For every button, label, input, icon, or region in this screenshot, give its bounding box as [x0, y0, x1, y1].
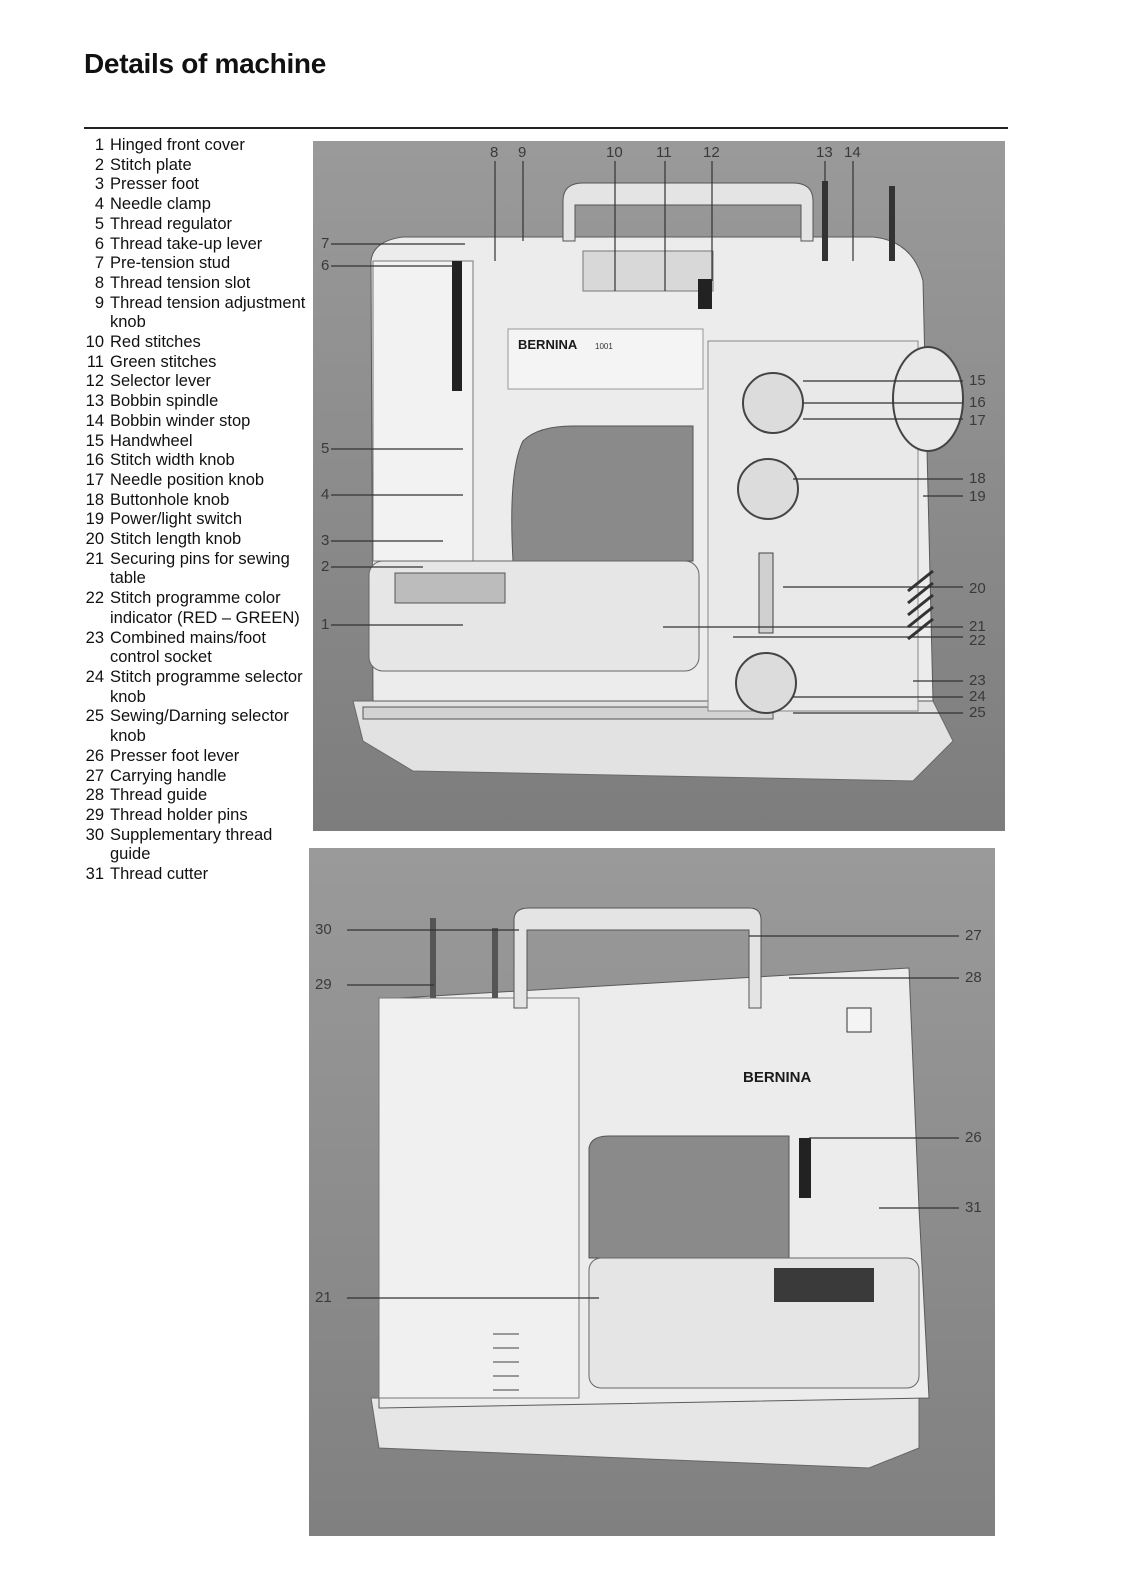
- machine-front-photo: [313, 141, 1005, 831]
- thread-holder-pin: [889, 186, 895, 261]
- callout-label: 21: [315, 1289, 332, 1306]
- callout-label: 10: [606, 144, 623, 161]
- list-item: [70, 668, 310, 707]
- brand-logo: BERNINA: [518, 337, 578, 352]
- list-item: [70, 392, 310, 412]
- callout-label: 31: [965, 1199, 982, 1216]
- item-number: 5: [94, 214, 104, 233]
- item-label: Presser foot: [110, 175, 199, 194]
- item-label: Supplementary thread guide: [110, 825, 273, 864]
- item-number: 21: [85, 549, 104, 568]
- list-item: [70, 432, 310, 452]
- item-number: 17: [85, 470, 104, 489]
- callout-label: 14: [844, 144, 861, 161]
- list-item: [70, 412, 310, 432]
- callout-label: 13: [816, 144, 833, 161]
- brand-logo: BERNINA: [743, 1069, 812, 1086]
- list-item: [70, 629, 310, 668]
- item-number: 19: [85, 510, 104, 529]
- callout-label: 27: [965, 927, 982, 944]
- item-number: 25: [85, 707, 104, 726]
- callout-label: 23: [969, 672, 986, 689]
- item-label: Combined mains/foot control socket: [110, 628, 266, 667]
- selector-lever: [698, 279, 712, 309]
- item-label: Red stitches: [110, 333, 201, 352]
- page-title: Details of machine: [84, 48, 327, 79]
- list-item: [70, 235, 310, 255]
- stitch-plate: [774, 1268, 874, 1302]
- stitch-programme-selector-knob: [736, 653, 796, 713]
- thread-holder-pin: [822, 181, 828, 261]
- item-label: Hinged front cover: [110, 136, 245, 154]
- callout-label: 17: [969, 412, 986, 429]
- list-item: [70, 530, 310, 550]
- item-number: 1: [94, 136, 104, 154]
- list-item: [70, 865, 310, 885]
- list-item: [70, 136, 310, 156]
- list-item: [70, 451, 310, 471]
- model-number: 1001: [595, 342, 613, 351]
- item-number: 20: [85, 530, 104, 549]
- item-label: Buttonhole knob: [110, 490, 230, 509]
- list-item: [70, 195, 310, 215]
- thread-holder-pin: [492, 928, 498, 998]
- item-label: Sewing/Darning selector knob: [110, 707, 289, 746]
- title-divider: [84, 127, 1008, 129]
- callout-label: 15: [969, 372, 986, 389]
- item-label: Presser foot lever: [110, 746, 240, 765]
- item-number: 28: [85, 786, 104, 805]
- callout-label: 6: [321, 257, 330, 274]
- power-switch: [847, 1008, 871, 1032]
- item-label: Handwheel: [110, 431, 193, 450]
- list-item: [70, 510, 310, 530]
- item-number: 29: [85, 805, 104, 824]
- item-number: 15: [85, 431, 104, 450]
- callout-label: 21: [969, 618, 986, 635]
- machine-back-photo: [309, 848, 995, 1536]
- list-item: [70, 806, 310, 826]
- item-number: 16: [85, 451, 104, 470]
- item-label: Securing pins for sewing table: [110, 549, 290, 588]
- presser-foot-lever: [799, 1138, 811, 1198]
- machine-front-illustration: [313, 141, 1005, 831]
- item-label: Selector lever: [110, 372, 211, 391]
- parts-legend: [70, 136, 310, 885]
- item-label: Thread tension adjustment knob: [110, 293, 306, 332]
- list-item: [70, 175, 310, 195]
- callout-label: 3: [321, 532, 330, 549]
- list-item: [70, 333, 310, 353]
- list-item: [70, 707, 310, 746]
- machine-back-illustration: [309, 848, 995, 1536]
- callout-label: 18: [969, 470, 986, 487]
- item-number: 13: [85, 392, 104, 411]
- item-number: 31: [85, 865, 104, 884]
- callout-label: 7: [321, 235, 330, 252]
- item-label: Thread take-up lever: [110, 234, 263, 253]
- callout-label: 12: [703, 144, 720, 161]
- item-number: 26: [85, 746, 104, 765]
- callout-label: 9: [518, 144, 527, 161]
- item-label: Bobbin winder stop: [110, 411, 251, 430]
- item-label: Thread regulator: [110, 214, 232, 233]
- item-label: Thread cutter: [110, 865, 209, 884]
- list-item: [70, 471, 310, 491]
- item-number: 2: [94, 155, 104, 174]
- item-label: Pre-tension stud: [110, 254, 231, 273]
- callout-label: 22: [969, 632, 986, 649]
- item-number: 4: [94, 195, 104, 214]
- thread-take-up-lever: [452, 261, 462, 391]
- callout-label: 26: [965, 1129, 982, 1146]
- item-number: 10: [85, 333, 104, 352]
- item-number: 7: [94, 254, 104, 273]
- callout-label: 4: [321, 486, 330, 503]
- item-label: Bobbin spindle: [110, 392, 219, 411]
- list-item: [70, 747, 310, 767]
- item-number: 24: [85, 667, 104, 686]
- stitch-length-knob: [759, 553, 773, 633]
- callout-label: 5: [321, 440, 330, 457]
- item-label: Thread guide: [110, 786, 208, 805]
- callout-label: 28: [965, 969, 982, 986]
- item-label: Carrying handle: [110, 766, 227, 785]
- item-label: Needle clamp: [110, 195, 211, 214]
- callout-label: 8: [490, 144, 499, 161]
- callout-label: 19: [969, 488, 986, 505]
- handwheel: [893, 347, 963, 451]
- item-label: Power/light switch: [110, 510, 243, 529]
- item-label: Needle position knob: [110, 470, 265, 489]
- item-number: 8: [94, 273, 104, 292]
- callout-label: 2: [321, 558, 330, 575]
- callout-label: 29: [315, 976, 332, 993]
- list-item: [70, 589, 310, 628]
- callout-label: 16: [969, 394, 986, 411]
- stitch-selector-panel: [583, 251, 713, 291]
- list-item: [70, 372, 310, 392]
- list-item: [70, 767, 310, 787]
- item-number: 3: [94, 175, 104, 194]
- stitch-plate: [395, 573, 505, 603]
- list-item: [70, 353, 310, 373]
- item-number: 30: [85, 825, 104, 844]
- item-number: 22: [85, 589, 104, 608]
- list-item: [70, 294, 310, 333]
- list-item: [70, 786, 310, 806]
- callout-label: 11: [656, 144, 672, 161]
- item-label: Thread tension slot: [110, 273, 251, 292]
- callout-label: 30: [315, 921, 332, 938]
- callout-label: 25: [969, 704, 986, 721]
- item-label: Green stitches: [110, 352, 217, 371]
- item-number: 23: [85, 628, 104, 647]
- item-number: 9: [94, 293, 104, 312]
- item-label: Stitch width knob: [110, 451, 235, 470]
- item-label: Thread holder pins: [110, 805, 248, 824]
- item-number: 11: [86, 352, 104, 371]
- list-item: [70, 156, 310, 176]
- list-item: [70, 550, 310, 589]
- item-number: 12: [85, 372, 104, 391]
- item-label: Stitch plate: [110, 155, 192, 174]
- list-item: [70, 826, 310, 865]
- list-item: [70, 254, 310, 274]
- stitch-width-knob: [743, 373, 803, 433]
- callout-label: 1: [321, 616, 330, 633]
- item-number: 27: [85, 766, 104, 785]
- list-item: [70, 215, 310, 235]
- item-number: 14: [85, 411, 104, 430]
- buttonhole-knob: [738, 459, 798, 519]
- list-item: [70, 274, 310, 294]
- item-number: 6: [94, 234, 104, 253]
- item-label: Stitch programme selector knob: [110, 667, 303, 706]
- item-label: Stitch length knob: [110, 530, 242, 549]
- item-number: 18: [85, 490, 104, 509]
- item-label: Stitch programme color indicator (RED – GREEN): [110, 589, 300, 627]
- callout-label: 20: [969, 580, 986, 597]
- callout-label: 24: [969, 688, 986, 705]
- list-item: [70, 491, 310, 511]
